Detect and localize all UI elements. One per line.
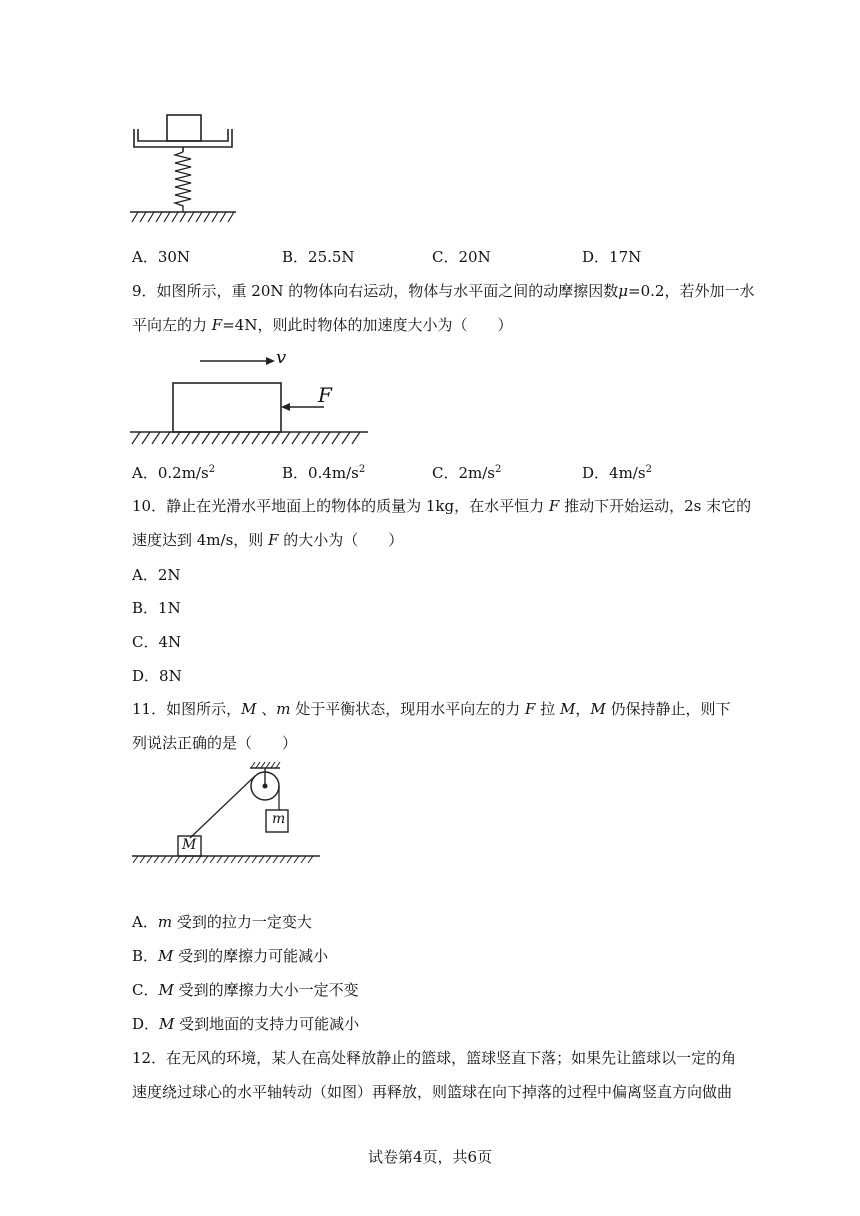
page-footer: 试卷第4页，共6页 xyxy=(367,1148,493,1166)
q9-option-d: D．$4m/s^2$ xyxy=(582,464,652,482)
q10-option-a: A．2N xyxy=(132,566,181,584)
pulley-figure xyxy=(128,758,328,866)
q8-option-c: C．20N xyxy=(432,248,491,266)
q12-stem-line1: 12．在无风的环境，某人在高处释放静止的篮球，篮球竖直下落；如果先让篮球以一定的角 xyxy=(132,1049,737,1067)
q11-option-d: D．M 受到地面的支持力可能减小 xyxy=(132,1015,360,1033)
q11-option-a: A．m 受到的拉力一定变大 xyxy=(132,913,312,931)
q10-option-c: C．4N xyxy=(132,633,182,651)
q9-stem-line2: 平向左的力 F=4N，则此时物体的加速度大小为（ ） xyxy=(132,316,513,334)
q10-stem-line2: 速度达到 4m/s，则 F 的大小为（ ） xyxy=(132,531,404,549)
q9-option-c: C．$2m/s^2$ xyxy=(432,464,502,482)
q10-option-b: B．1N xyxy=(132,599,181,617)
q11-stem-line1: 11．如图所示，M 、m 处于平衡状态，现用水平向左的力 F 拉 M，M 仍保持静止，则下 xyxy=(132,700,731,718)
big-mass-label: M xyxy=(182,837,197,853)
q9-option-b: B．$0.4m/s^2$ xyxy=(282,464,366,482)
small-mass-label: m xyxy=(272,811,286,827)
scale-spring-figure xyxy=(128,112,238,230)
q10-stem-line1: 10．静止在光滑水平地面上的物体的质量为 1kg，在水平恒力 F 推动下开始运动，2s 末它的 xyxy=(132,497,752,515)
q9-option-a: A．$0.2m/s^2$ xyxy=(132,464,216,482)
q8-option-d: D．17N xyxy=(582,248,642,266)
q10-option-d: D．8N xyxy=(132,667,182,685)
q11-option-c: C．M 受到的摩擦力大小一定不变 xyxy=(132,981,359,999)
q8-option-b: B．25.5N xyxy=(282,248,355,266)
block-force-figure xyxy=(128,346,373,448)
q8-option-a: A．30N xyxy=(132,248,191,266)
q9-stem-line1: 9．如图所示，重 20N 的物体向右运动，物体与水平面之间的动摩擦因数μ=0.2，若外加一水 xyxy=(132,282,755,300)
q12-stem-line2: 速度绕过球心的水平轴转动（如图）再释放，则篮球在向下掉落的过程中偏离竖直方向做曲 xyxy=(132,1083,733,1101)
velocity-label: v xyxy=(276,347,287,368)
force-label: F xyxy=(318,383,332,407)
q11-stem-line2: 列说法正确的是（ ） xyxy=(132,734,298,752)
q11-option-b: B．M 受到的摩擦力可能减小 xyxy=(132,947,329,965)
